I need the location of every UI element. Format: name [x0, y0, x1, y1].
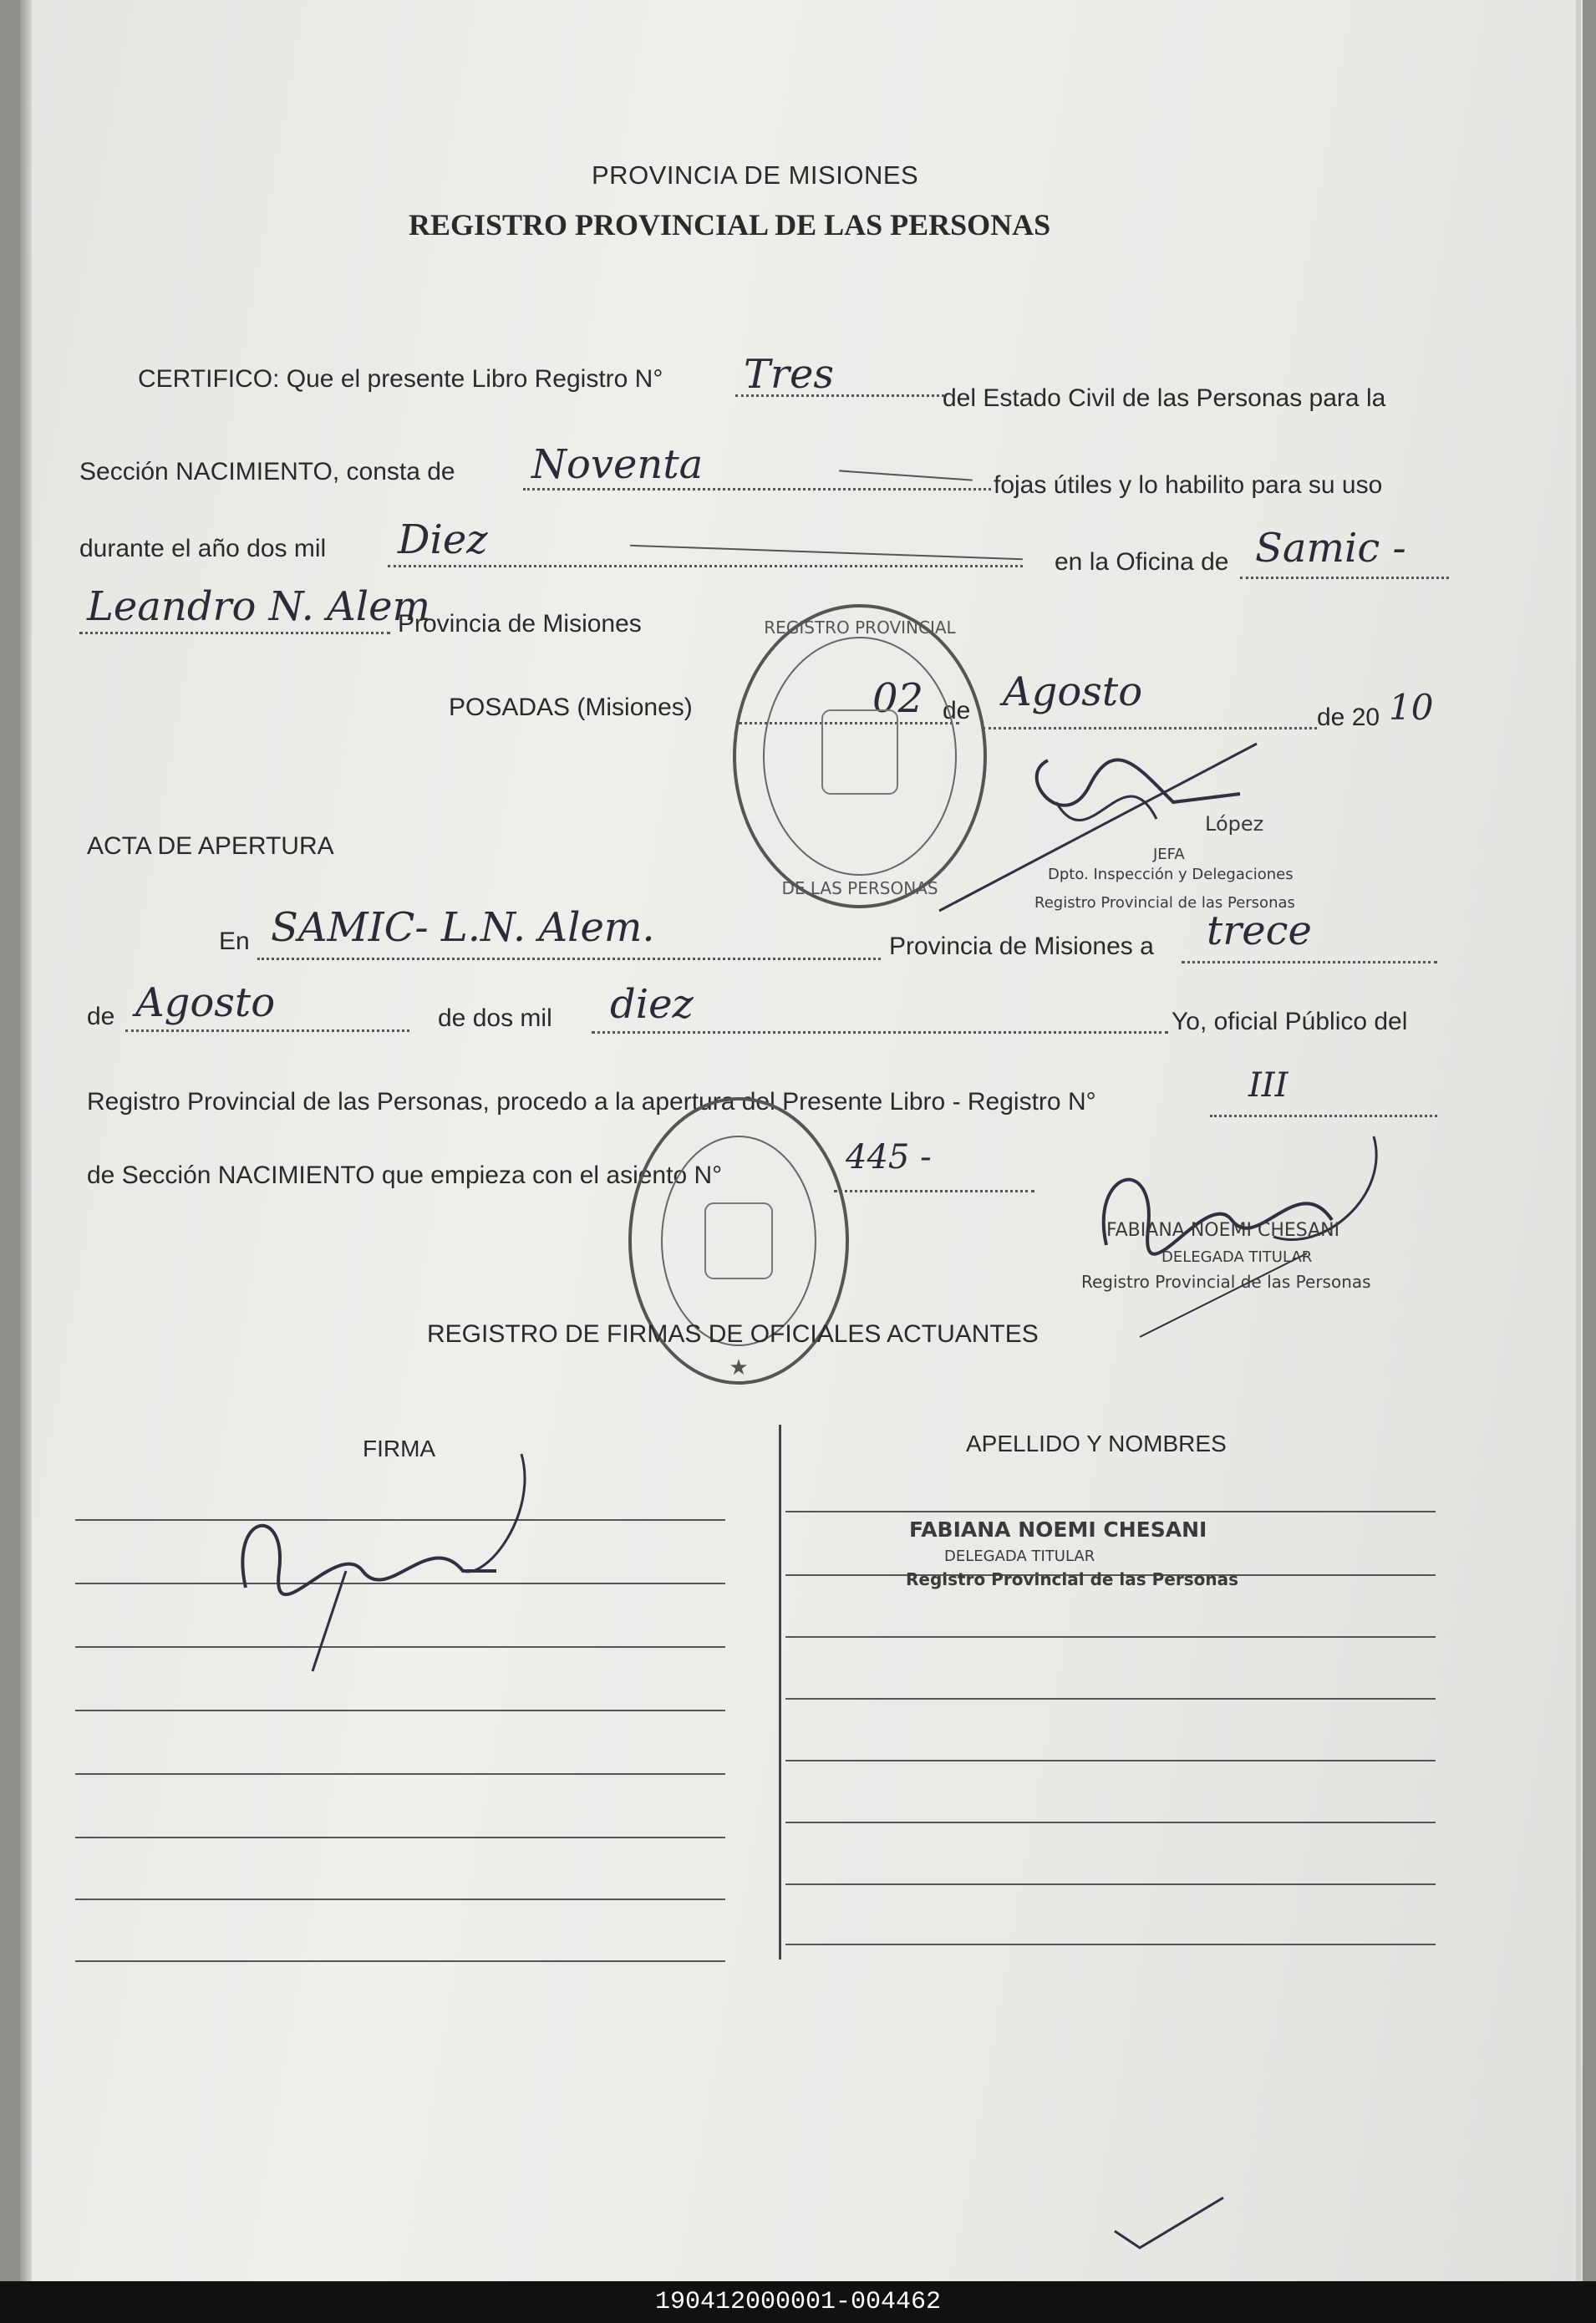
cert-line4-dots [79, 632, 390, 634]
acta-year: diez [610, 981, 694, 1028]
svg-text:★: ★ [729, 1355, 749, 1380]
acta-day: trece [1207, 907, 1312, 954]
firma-row-8 [75, 1960, 725, 1962]
cert-line3-tail: en la Oficina de [1055, 548, 1229, 576]
acta-place: SAMIC- L.N. Alem. [271, 904, 655, 951]
cert-line4-tail: Provincia de Misiones [398, 610, 642, 638]
acta-title: ACTA DE APERTURA [87, 832, 334, 860]
cert-line1-label: CERTIFICO: Que el presente Libro Registro N° [138, 365, 663, 393]
cert-line2-strike [839, 470, 973, 480]
stamp-top-role: JEFA [1153, 846, 1185, 863]
cert-line3-dots [388, 565, 1023, 567]
date-year-label: de 20 [1317, 704, 1380, 731]
stamp-mid-name: FABIANA NOEMI CHESANI [1106, 1220, 1340, 1241]
nombre-row-8 [785, 1944, 1436, 1945]
svg-text:REGISTRO PROVINCIAL: REGISTRO PROVINCIAL [764, 618, 956, 638]
acta-line4: de Sección NACIMIENTO que empieza con el asiento N° [87, 1162, 723, 1189]
acta-reg-number: III [1248, 1066, 1288, 1105]
acta-dosmil: de dos mil [438, 1004, 552, 1032]
acta-place-dots [257, 958, 881, 960]
date-place: POSADAS (Misiones) [449, 694, 693, 721]
firma-row-5 [75, 1773, 725, 1775]
page-crease [1576, 0, 1581, 2281]
cert-line1-tail: del Estado Civil de las Personas para la [943, 384, 1386, 412]
firmas-col-firma: FIRMA [363, 1436, 436, 1461]
acta-asiento: 445 - [846, 1138, 932, 1177]
firmas-col-nombres: APELLIDO Y NOMBRES [966, 1431, 1227, 1456]
acta-en: En [219, 928, 250, 955]
acta-reg-dots [1210, 1115, 1437, 1117]
cert-folios: Noventa [531, 441, 704, 488]
svg-text:DE LAS PERSONAS: DE LAS PERSONAS [781, 878, 938, 898]
nombre-row-1 [785, 1511, 1436, 1512]
cert-line2-label: Sección NACIMIENTO, consta de [79, 458, 455, 485]
nombre-row-7 [785, 1883, 1436, 1885]
entry-stamp-name: FABIANA NOEMI CHESANI [909, 1517, 1207, 1542]
acta-prov: Provincia de Misiones a [889, 933, 1154, 960]
entry-stamp-org: Registro Provincial de las Personas [906, 1569, 1239, 1589]
nombre-row-4 [785, 1698, 1436, 1700]
header-registry: REGISTRO PROVINCIAL DE LAS PERSONAS [409, 208, 1051, 241]
date-day: 02 [872, 675, 924, 722]
stamp-top-dept: Dpto. Inspección y Delegaciones [1048, 866, 1294, 883]
cert-office: Samic - [1255, 525, 1406, 572]
cert-line3-strike [630, 545, 1023, 560]
image-id-footer: 190412000001-004462 [0, 2281, 1596, 2323]
cert-line2-dots [523, 488, 991, 491]
nombre-row-3 [785, 1636, 1436, 1638]
acta-de: de [87, 1003, 115, 1030]
date-de: de [943, 697, 971, 724]
acta-month-dots [125, 1029, 409, 1032]
stamp-top-name: López [1205, 812, 1264, 836]
registry-oval-seal-mid [613, 1086, 864, 1395]
acta-year-dots [592, 1031, 1168, 1034]
cert-office-dots [1240, 577, 1449, 579]
signature-firma-entry [212, 1446, 563, 1680]
document-page [20, 0, 1583, 2281]
date-month: Agosto [1003, 668, 1143, 715]
firma-row-6 [75, 1837, 725, 1838]
stamp-top-org: Registro Provincial de las Personas [1034, 894, 1295, 912]
date-year-suffix: 10 [1389, 687, 1434, 728]
cert-line3-label: durante el año dos mil [79, 535, 327, 562]
firmas-column-divider [779, 1425, 781, 1960]
stamp-mid-org: Registro Provincial de las Personas [1081, 1272, 1371, 1292]
firma-row-7 [75, 1899, 725, 1900]
cert-book-number: Tres [744, 351, 834, 398]
cert-year: Diez [398, 516, 488, 563]
firmas-title: REGISTRO DE FIRMAS DE OFICIALES ACTUANTES [427, 1320, 1039, 1348]
acta-month: Agosto [135, 979, 276, 1026]
firma-row-4 [75, 1710, 725, 1711]
page-edge-shadow [20, 0, 32, 2281]
acta-day-dots [1182, 961, 1437, 963]
nombre-row-6 [785, 1822, 1436, 1823]
header-province: PROVINCIA DE MISIONES [592, 160, 919, 190]
acta-oficial: Yo, oficial Público del [1172, 1008, 1408, 1035]
check-mark [1106, 2189, 1240, 2256]
acta-asiento-dots [834, 1190, 1034, 1192]
entry-stamp-role: DELEGADA TITULAR [944, 1548, 1095, 1565]
stamp-mid-role: DELEGADA TITULAR [1161, 1248, 1313, 1266]
date-month-dots [983, 727, 1317, 729]
cert-line2-tail: fojas útiles y lo habilito para su uso [994, 471, 1383, 499]
cert-locality: Leandro N. Alem [87, 583, 431, 630]
nombre-row-5 [785, 1760, 1436, 1761]
acta-line3: Registro Provincial de las Personas, procedo a la apertura del Presente Libro - Registro N° [87, 1088, 1096, 1116]
